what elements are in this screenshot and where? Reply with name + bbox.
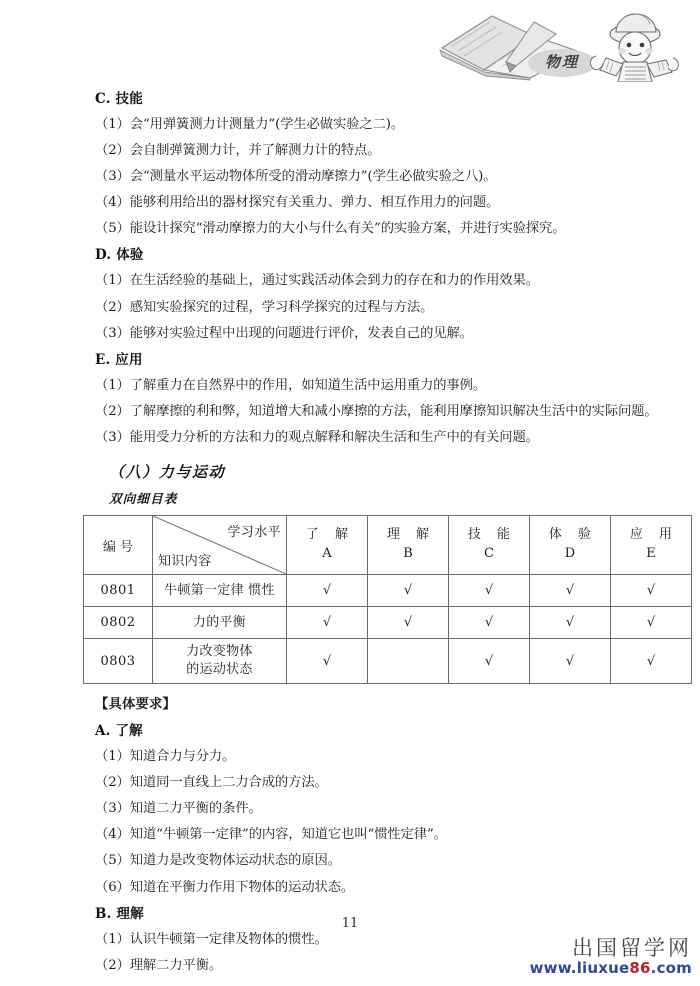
header-level-label: 学习水平 — [227, 525, 281, 541]
requirements-item: （3）知道二力平衡的条件。 — [95, 801, 262, 817]
requirements-heading: B. 理解 — [95, 905, 144, 922]
requirements-heading: A. 了解 — [95, 723, 143, 740]
requirements-item: （6）知道在平衡力作用下物体的运动状态。 — [95, 879, 355, 895]
row-topic — [153, 639, 287, 684]
requirements-item: （4）知道“牛顿第一定律”的内容，知道它也叫“惯性定律”。 — [95, 827, 447, 843]
header-level-c-en: C — [484, 546, 494, 562]
table-header-row — [84, 516, 692, 575]
row-mark-b — [368, 639, 449, 684]
watermark-url-tld: .com — [650, 959, 692, 977]
row-topic-line: 力改变物体 — [186, 644, 253, 660]
section-item: （3）能够对实验过程中出现的问题进行评价，发表自己的见解。 — [95, 325, 473, 341]
row-code: 0801 — [84, 575, 153, 607]
page-header-decoration — [430, 0, 700, 82]
row-topic-line: 的运动状态 — [186, 662, 253, 678]
table-caption: 双向细目表 — [109, 491, 178, 507]
requirements-item: （5）知道力是改变物体运动状态的原因。 — [95, 853, 341, 869]
header-level-b-en: B — [403, 546, 413, 562]
section-experience — [95, 242, 625, 346]
section-item: （1）在生活经验的基础上，通过实践活动体会到力的存在和力的作用效果。 — [95, 273, 539, 289]
requirements-item: （2）知道同一直线上二力合成的方法。 — [95, 775, 328, 791]
row-mark-c: √ — [449, 639, 530, 684]
row-mark-e: √ — [611, 607, 692, 639]
header-code: 编 号 — [84, 516, 153, 575]
requirements-group-a — [95, 718, 625, 901]
section-item: （2）感知实验探究的过程，学习科学探究的过程与方法。 — [95, 299, 434, 315]
requirements-item: （1）认识牛顿第一定律及物体的惯性。 — [95, 931, 328, 947]
header-level-c-cn: 技 能 — [467, 527, 517, 543]
row-mark-c: √ — [449, 575, 530, 607]
row-mark-d: √ — [530, 607, 611, 639]
header-content-label: 知识内容 — [158, 554, 212, 570]
row-mark-d: √ — [530, 639, 611, 684]
header-level-a-en: A — [322, 546, 332, 562]
row-mark-a: √ — [287, 575, 368, 607]
row-code: 0802 — [84, 607, 153, 639]
row-code: 0803 — [84, 639, 153, 684]
section-item: （1）会“用弹簧测力计测量力”(学生必做实验之二)。 — [95, 117, 405, 132]
header-level-e — [611, 516, 692, 575]
section-heading: E. 应用 — [95, 351, 143, 368]
section-item: （4）能够利用给出的器材探究有关重力、弹力、相互作用力的问题。 — [95, 195, 500, 211]
table-row — [84, 575, 692, 607]
header-level-c — [449, 516, 530, 575]
requirements-item: （2）理解二力平衡。 — [95, 957, 223, 973]
requirements-item: （1）知道合力与分力。 — [95, 749, 236, 765]
page-number: 11 — [341, 916, 359, 931]
header-level-b — [368, 516, 449, 575]
header-level-e-en: E — [646, 546, 656, 562]
watermark-site-name: 出国留学网 — [572, 936, 692, 960]
section-heading: D. 体验 — [95, 247, 144, 264]
row-mark-d: √ — [530, 575, 611, 607]
header-level-b-cn: 理 解 — [386, 527, 436, 543]
section-item: （5）能设计探究“滑动摩擦力的大小与什么有关”的实验方案，并进行实验探究。 — [95, 221, 566, 237]
row-mark-b: √ — [368, 607, 449, 639]
chapter-title: （八）力与运动 — [109, 463, 226, 482]
header-level-d-cn: 体 验 — [548, 527, 598, 543]
subject-badge-label: 物理 — [544, 53, 579, 71]
section-item: （1）了解重力在自然界中的作用，如知道生活中运用重力的事例。 — [95, 377, 487, 393]
watermark-url-prefix: www.liuxue — [529, 959, 630, 977]
section-item: （2）了解摩擦的利和弊，知道增大和减小摩擦的方法，能利用摩擦知识解决生活中的实际问题。 — [95, 403, 658, 419]
site-watermark — [530, 938, 692, 976]
header-level-d-en: D — [564, 546, 576, 562]
watermark-url-digits: 86 — [629, 959, 651, 977]
section-skills — [95, 86, 625, 242]
row-mark-b: √ — [368, 575, 449, 607]
requirements-title: 【具体要求】 — [95, 697, 176, 713]
header-level-e-cn: 应 用 — [629, 527, 679, 543]
header-level-d — [530, 516, 611, 575]
row-topic: 牛顿第一定律 惯性 — [153, 575, 287, 607]
watermark-url — [530, 961, 692, 976]
header-level-a-cn: 了 解 — [305, 527, 355, 543]
row-mark-a: √ — [287, 639, 368, 684]
section-heading: C. 技能 — [95, 91, 143, 107]
row-mark-a: √ — [287, 607, 368, 639]
specification-table — [83, 515, 692, 684]
header-corner-split — [153, 516, 287, 575]
row-mark-c: √ — [449, 607, 530, 639]
row-mark-e: √ — [611, 639, 692, 684]
row-mark-e: √ — [611, 575, 692, 607]
section-application — [95, 347, 658, 451]
section-item: （2）会自制弹簧测力计，并了解测力计的特点。 — [95, 143, 381, 159]
row-topic: 力的平衡 — [153, 607, 287, 639]
table-row — [84, 639, 692, 684]
header-level-a — [287, 516, 368, 575]
table-row — [84, 607, 692, 639]
section-item: （3）会“测量水平运动物体所受的滑动摩擦力”(学生必做实验之八)。 — [95, 169, 497, 185]
student-mascot-icon — [590, 14, 678, 82]
section-item: （3）能用受力分析的方法和力的观点解释和解决生活和生产中的有关问题。 — [95, 429, 539, 445]
